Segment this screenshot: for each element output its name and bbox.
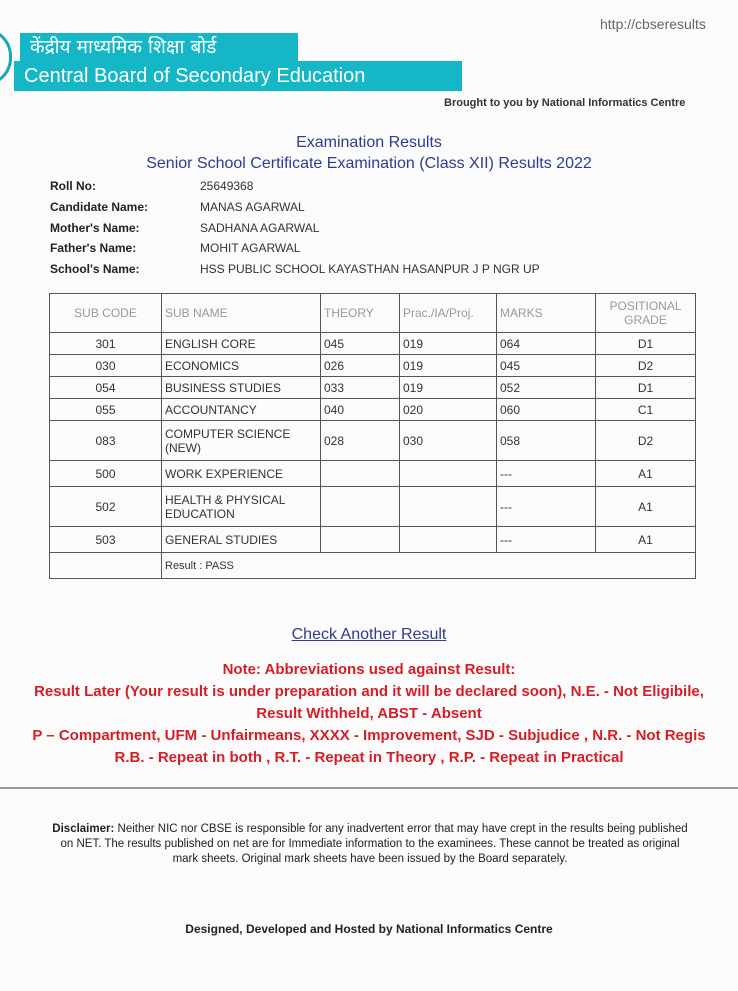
header-practical: Prac./IA/Proj.: [400, 294, 497, 333]
note-line: Result Later (Your result is under preparation and it will be declared soon), N.E. - Not Eligibile,: [34, 683, 704, 700]
practical-marks: 019: [400, 333, 497, 355]
result-status: Result : PASS: [162, 553, 696, 579]
theory-marks: [321, 487, 400, 527]
sub-code: 301: [50, 333, 162, 355]
table-row: [50, 461, 696, 487]
result-row: [50, 553, 696, 579]
sub-code: 054: [50, 377, 162, 399]
roll-no-value: 25649368: [200, 179, 254, 193]
positional-grade: C1: [596, 399, 696, 421]
english-title-banner: Central Board of Secondary Education: [14, 61, 462, 91]
sub-name: ENGLISH CORE: [162, 333, 321, 355]
school-name-row: [50, 262, 540, 276]
total-marks: 060: [497, 399, 596, 421]
header-sub-name: SUB NAME: [162, 294, 321, 333]
sub-code: 083: [50, 421, 162, 461]
total-marks: ---: [497, 461, 596, 487]
disclaimer: [50, 822, 690, 867]
disclaimer-label: Disclaimer:: [52, 823, 115, 835]
sub-name: COMPUTER SCIENCE (NEW): [162, 421, 321, 461]
sub-code: 500: [50, 461, 162, 487]
header-grade: POSITIONAL GRADE: [596, 294, 696, 333]
practical-marks: 030: [400, 421, 497, 461]
positional-grade: D2: [596, 355, 696, 377]
table-row: [50, 421, 696, 461]
cbse-logo-icon: [0, 28, 12, 86]
positional-grade: A1: [596, 527, 696, 553]
disclaimer-text: Neither NIC nor CBSE is responsible for any inadvertent error that may have crept in the results being published on NET. The results published on net are for Immediate information to the examinees. These cannot be treated as original mark sheets. Original mark sheets have been issued by the Board separately.: [60, 823, 688, 865]
theory-marks: 028: [321, 421, 400, 461]
father-name-label: Father's Name:: [50, 241, 137, 255]
sub-name: BUSINESS STUDIES: [162, 377, 321, 399]
table-row: [50, 527, 696, 553]
theory-marks: [321, 527, 400, 553]
sub-name: ACCOUNTANCY: [162, 399, 321, 421]
practical-marks: 020: [400, 399, 497, 421]
sub-name: HEALTH & PHYSICAL EDUCATION: [162, 487, 321, 527]
sub-code: 502: [50, 487, 162, 527]
header-theory: THEORY: [321, 294, 400, 333]
page-url: http://cbseresults: [600, 16, 706, 32]
exam-title: Examination Results: [296, 134, 442, 151]
total-marks: 052: [497, 377, 596, 399]
note-line: R.B. - Repeat in both , R.T. - Repeat in Theory , R.P. - Repeat in Practical: [114, 749, 624, 766]
mother-name-row: [50, 221, 319, 235]
candidate-name-label: Candidate Name:: [50, 200, 149, 214]
total-marks: 064: [497, 333, 596, 355]
note-title: Note: Abbreviations used against Result:: [222, 661, 516, 678]
footer-credit: Designed, Developed and Hosted by National Informatics Centre: [185, 922, 553, 936]
table-row: [50, 377, 696, 399]
sub-name: ECONOMICS: [162, 355, 321, 377]
sub-name: GENERAL STUDIES: [162, 527, 321, 553]
note-line: P – Compartment, UFM - Unfairmeans, XXXX - Improvement, SJD - Subjudice , N.R. - Not Regis: [32, 727, 706, 744]
father-name-value: MOHIT AGARWAL: [200, 241, 301, 255]
hindi-title-banner: केंद्रीय माध्यमिक शिक्षा बोर्ड: [20, 33, 298, 62]
roll-no-row: [50, 179, 253, 193]
practical-marks: 019: [400, 377, 497, 399]
table-row: [50, 399, 696, 421]
header-marks: MARKS: [497, 294, 596, 333]
candidate-name-value: MANAS AGARWAL: [200, 200, 305, 214]
practical-marks: 019: [400, 355, 497, 377]
roll-no-label: Roll No:: [50, 179, 96, 193]
theory-marks: 045: [321, 333, 400, 355]
mother-name-label: Mother's Name:: [50, 221, 140, 235]
practical-marks: [400, 527, 497, 553]
sub-code: 055: [50, 399, 162, 421]
total-marks: ---: [497, 487, 596, 527]
total-marks: 058: [497, 421, 596, 461]
marks-table: [49, 293, 696, 579]
note-line: Result Withheld, ABST - Absent: [256, 705, 482, 722]
positional-grade: D1: [596, 377, 696, 399]
school-name-value: HSS PUBLIC SCHOOL KAYASTHAN HASANPUR J P NGR UP: [200, 262, 540, 276]
table-row: [50, 355, 696, 377]
result-spacer: [50, 553, 162, 579]
brought-by-text: Brought to you by National Informatics Centre: [444, 97, 686, 109]
theory-marks: 033: [321, 377, 400, 399]
table-header-row: [50, 294, 696, 333]
divider: [0, 787, 738, 789]
theory-marks: 040: [321, 399, 400, 421]
father-name-row: [50, 241, 300, 255]
sub-code: 030: [50, 355, 162, 377]
school-name-label: School's Name:: [50, 262, 140, 276]
mother-name-value: SADHANA AGARWAL: [200, 221, 320, 235]
table-row: [50, 333, 696, 355]
table-row: [50, 487, 696, 527]
header-sub-code: SUB CODE: [50, 294, 162, 333]
total-marks: 045: [497, 355, 596, 377]
positional-grade: A1: [596, 461, 696, 487]
practical-marks: [400, 461, 497, 487]
check-another-result-link[interactable]: Check Another Result: [291, 626, 447, 643]
sub-code: 503: [50, 527, 162, 553]
theory-marks: 026: [321, 355, 400, 377]
positional-grade: A1: [596, 487, 696, 527]
total-marks: ---: [497, 527, 596, 553]
positional-grade: D1: [596, 333, 696, 355]
theory-marks: [321, 461, 400, 487]
sub-name: WORK EXPERIENCE: [162, 461, 321, 487]
positional-grade: D2: [596, 421, 696, 461]
practical-marks: [400, 487, 497, 527]
exam-subtitle: Senior School Certificate Examination (Class XII) Results 2022: [146, 155, 592, 172]
candidate-name-row: [50, 200, 305, 214]
